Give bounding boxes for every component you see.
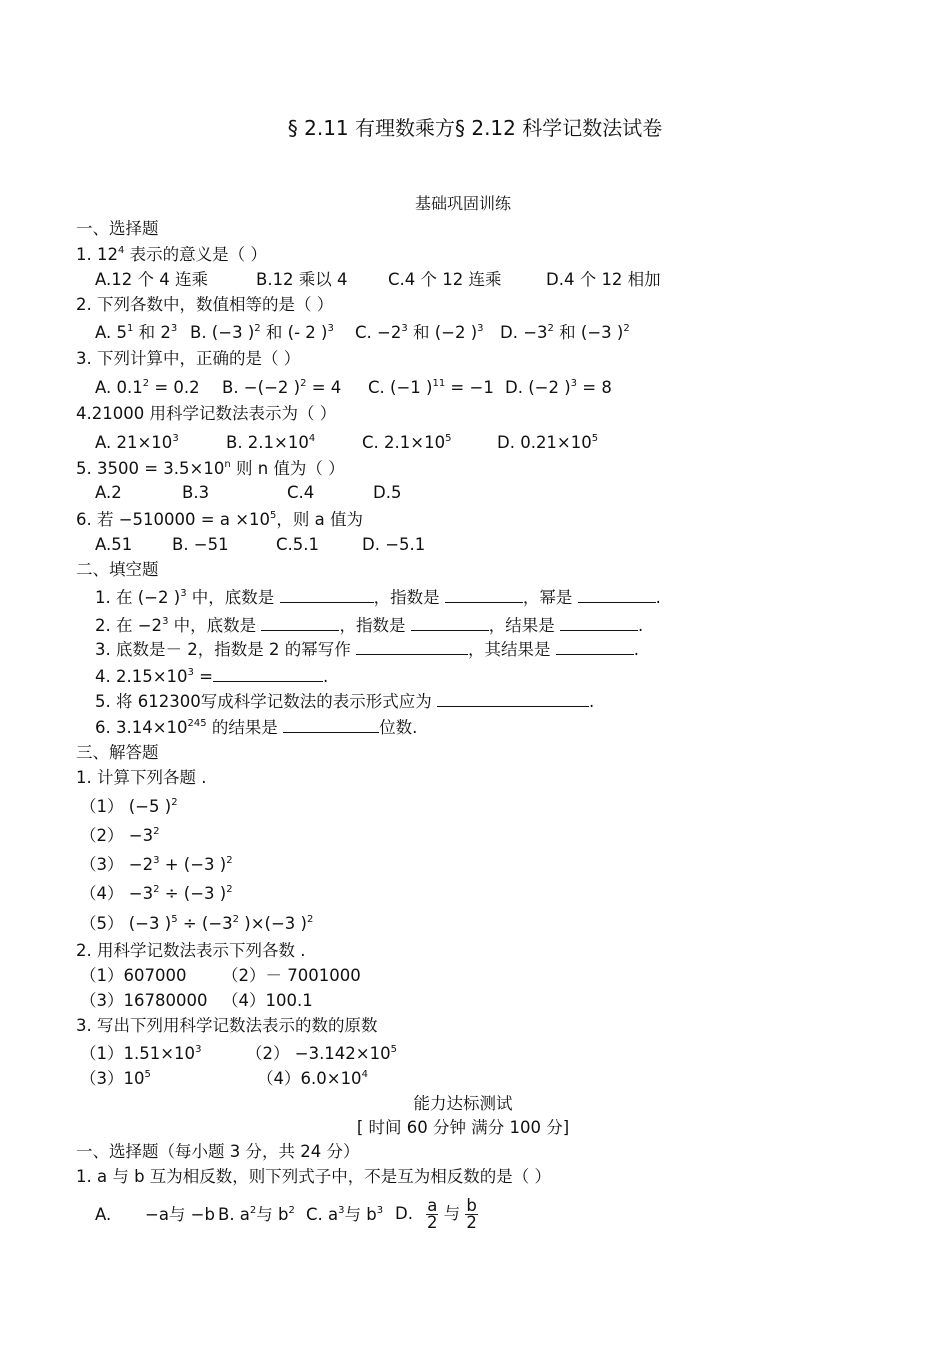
answer-blank[interactable]	[213, 666, 323, 682]
section-heading: 基础巩固训练	[414, 194, 511, 213]
q4-option-b: B. $2.1\times 10^4$	[226, 433, 316, 452]
answer-blank[interactable]	[560, 615, 638, 631]
question-4: 4.21000 用科学记数法表示为（ ）	[76, 404, 337, 423]
p1-option-b: B. $a^2$与 $b^2$	[218, 1205, 295, 1224]
question-5: 5. $3500 = 3.5\times 10^n$ 则 n 值为（ ）	[76, 459, 345, 478]
solve-1-item: （1） (−5 )$^2$	[80, 797, 178, 816]
q4-option-c: C. $2.1\times 10^5$	[362, 433, 452, 452]
answer-blank[interactable]	[356, 639, 468, 655]
solve-2-item: （1）607000	[80, 966, 187, 985]
q1-option-a: A.12 个 4 连乘	[95, 270, 208, 289]
question-2: 2. 下列各数中，数值相等的是（ ）	[76, 295, 334, 314]
solve-1-item: $(3) -2^3 + (-3$ )$^2$	[80, 855, 233, 874]
solve-3-item: $(4)6.0\times 10^4$	[257, 1069, 368, 1088]
page-title: § 2.11 有理数乘方§ 2.12 科学记数法试卷	[287, 116, 663, 140]
fill-6: 6. $3.14\times 10^{245}$ 的结果是 位数.	[95, 718, 418, 737]
q3-option-a: A. $0.1^2 = 0.2$	[95, 378, 200, 397]
solve-heading: 三、解答题	[76, 743, 159, 762]
p1-option-c: C. $a^3$与 $b^3$	[306, 1205, 384, 1224]
solve-2-item: （4）100.1	[222, 991, 313, 1010]
p1-option-a-text: −a与 −b	[145, 1205, 215, 1224]
q1-option-c: C.4 个 12 连乘	[388, 270, 502, 289]
solve-1-item: $(4) -3^2 \div (-3$ )$^2$	[80, 884, 233, 903]
q1-option-b: B.12 乘以 4	[256, 270, 348, 289]
q6-option-b: B. −51	[172, 535, 229, 554]
solve-1-item: （5） (−3 )$^5 \div (-3^2$ )×(−3 )$^2$	[80, 914, 314, 933]
solve-1: 1. 计算下列各题 .	[76, 768, 207, 787]
q6-option-a: A.51	[95, 535, 133, 554]
solve-3-item: $(2) -3.142\times 10^5$	[246, 1044, 397, 1063]
q2-option-b: B. (−3 )$^2$ 和 (- 2 )$^3$	[190, 323, 334, 342]
q6-option-d: D. −5.1	[362, 535, 426, 554]
solve-3-item: $(1)1.51\times 10^3$	[80, 1044, 202, 1063]
answer-blank[interactable]	[445, 587, 523, 603]
fill-1: 1. 在 (−2 )$^3$ 中，底数是 ，指数是 ，幂是 .	[95, 588, 661, 607]
q5-option-d: D.5	[373, 483, 402, 502]
solve-2-item: （2）－ 7001000	[222, 966, 361, 985]
fill-4: 4. $2.15\times 10^3$ = .	[95, 667, 329, 686]
solve-3-item: $(3)10^5$	[80, 1069, 151, 1088]
fraction: $\frac{b}{2}$	[466, 1196, 477, 1232]
answer-blank[interactable]	[556, 639, 634, 655]
q2-option-d: D. $-3^2$ 和 (−3 )$^2$	[500, 323, 630, 342]
q2-option-a: A. $5^1$ 和 $2^3$	[95, 323, 178, 342]
fill-5: 5. 将 612300写成科学记数法的表示形式应为 .	[95, 692, 595, 711]
choice-heading: 一、选择题（每小题 3 分，共 24 分）	[76, 1142, 360, 1161]
solve-3: 3. 写出下列用科学记数法表示的数的原数	[76, 1016, 378, 1035]
solve-2: 2. 用科学记数法表示下列各数 .	[76, 941, 306, 960]
fill-2: 2. 在 $-2^3$ 中，底数是 ，指数是 ，结果是 .	[95, 616, 644, 635]
q5-option-b: B.3	[182, 483, 210, 502]
section-heading: 能力达标测试	[413, 1094, 513, 1113]
question-1: 1. $12^4$ 表示的意义是（ ）	[76, 245, 267, 264]
fraction: $\frac{a}{2}$	[427, 1196, 438, 1232]
question-6: 6. 若 $-510000 = a \times 10^5$，则 a 值为	[76, 510, 364, 529]
q5-option-a: A.2	[95, 483, 122, 502]
answer-blank[interactable]	[280, 587, 374, 603]
p1-option-a: A.	[95, 1205, 112, 1224]
q2-option-c: C. $-2^3$ 和 (−2 )$^3$	[355, 323, 484, 342]
choice-heading: 一、选择题	[76, 219, 159, 238]
fill-3: 3. 底数是－ 2，指数是 2 的幂写作 ，其结果是 .	[95, 640, 639, 659]
question-3: 3. 下列计算中，正确的是（ ）	[76, 349, 301, 368]
answer-blank[interactable]	[283, 717, 379, 733]
q4-option-a: A. $21\times 10^3$	[95, 433, 179, 452]
q3-option-c: C. (−1 )$^{11}$ = −1	[368, 378, 494, 397]
answer-blank[interactable]	[437, 691, 589, 707]
fill-heading: 二、填空题	[76, 560, 159, 579]
ability-question-1: 1. a 与 b 互为相反数，则下列式子中，不是互为相反数的是（ ）	[76, 1167, 552, 1186]
time-limit: [ 时间 60 分钟 满分 100 分]	[356, 1118, 570, 1137]
answer-blank[interactable]	[578, 587, 656, 603]
answer-blank[interactable]	[411, 615, 489, 631]
answer-blank[interactable]	[261, 615, 339, 631]
solve-1-item: $(2) -3^2$	[80, 826, 160, 845]
q1-option-d: D.4 个 12 相加	[546, 270, 661, 289]
q5-option-c: C.4	[287, 483, 315, 502]
q4-option-d: D. $0.21\times 10^5$	[497, 433, 599, 452]
p1-option-d: D. $\frac{a}{2}$ 与 $\frac{b}{2}$	[395, 1196, 477, 1232]
q6-option-c: C.5.1	[276, 535, 320, 554]
q3-option-d: D. (−2 )$^3$ = 8	[505, 378, 612, 397]
solve-2-item: （3）16780000	[80, 991, 208, 1010]
q3-option-b: B. −(−2 )$^2$ = 4	[222, 378, 342, 397]
